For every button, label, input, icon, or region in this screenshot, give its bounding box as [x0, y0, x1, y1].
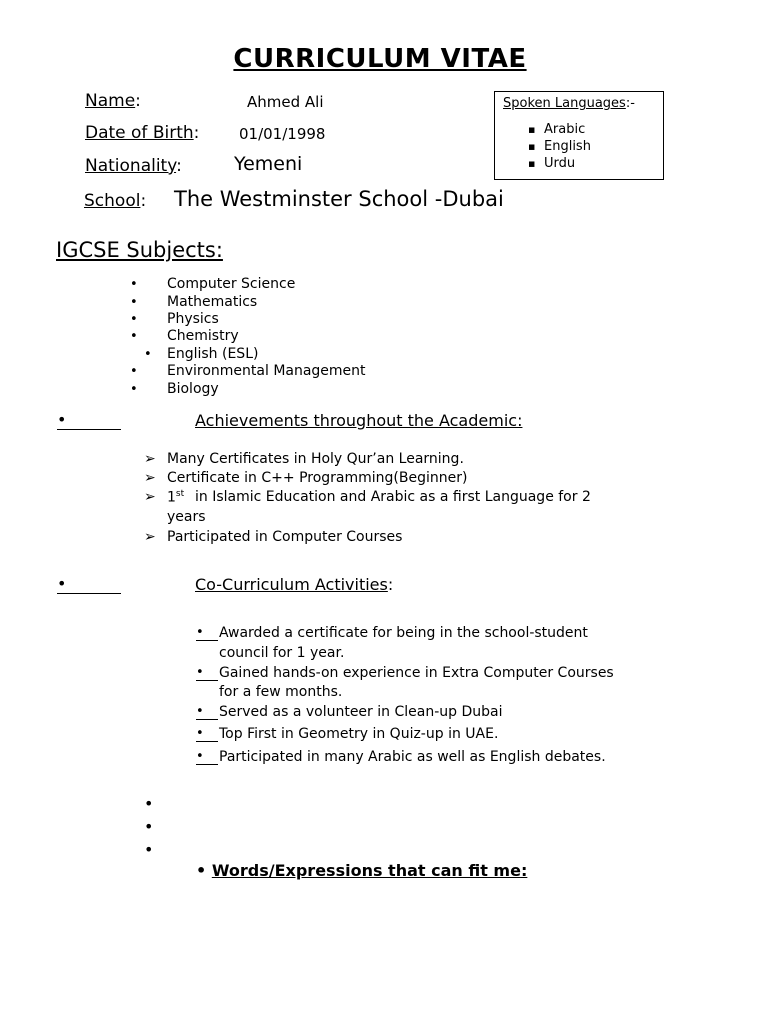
words-heading: Words/Expressions that can fit me — [211, 861, 521, 880]
subject-bullet: • — [144, 347, 152, 362]
ordinal-suffix: st — [175, 489, 185, 499]
subject-item: Computer Science — [167, 276, 296, 292]
subject-bullet: • — [130, 277, 138, 292]
subject-bullet: • — [130, 312, 138, 327]
subject-bullet: • — [130, 295, 138, 310]
subject-item: Biology — [167, 381, 219, 397]
activity-item: Gained hands-on experience in Extra Computer Courses — [219, 665, 614, 681]
achievements-heading: Achievements throughout the Academic: — [195, 411, 523, 430]
words-colon: : — [520, 861, 528, 880]
activity-item-continued: for a few months. — [219, 684, 343, 700]
activity-bullet: • — [196, 626, 218, 641]
nationality-colon: : — [176, 156, 182, 176]
arrow-bullet-icon: ➢ — [144, 489, 156, 505]
language-item: ▪ English — [528, 138, 591, 155]
achievement-item: Participated in Computer Courses — [167, 529, 403, 545]
school-label: School — [84, 191, 141, 211]
nationality-value: Yemeni — [234, 153, 303, 175]
activity-bullet: • — [196, 727, 218, 742]
empty-bullet: • — [144, 817, 154, 836]
arrow-bullet-icon: ➢ — [144, 529, 156, 545]
ordinal-number: 1 — [167, 489, 176, 506]
subject-item: Chemistry — [167, 328, 239, 344]
languages-box — [494, 91, 664, 180]
language-item: ▪ Arabic — [528, 121, 591, 138]
dob-colon: : — [193, 123, 200, 143]
arrow-bullet-icon: ➢ — [144, 451, 156, 467]
name-colon: : — [135, 91, 141, 111]
subject-item: English (ESL) — [167, 346, 259, 362]
subject-bullet: • — [130, 329, 138, 344]
name-label: Name — [85, 91, 136, 111]
co-curriculum-bullet: • — [57, 575, 121, 594]
empty-bullet: • — [144, 840, 154, 859]
achievement-item-continued: years — [167, 509, 206, 525]
languages-heading — [503, 96, 635, 111]
page-title: CURRICULUM VITAE — [233, 44, 527, 74]
words-heading-row — [196, 861, 527, 880]
languages-heading-label: Spoken Languages — [503, 96, 626, 111]
name-row — [85, 91, 141, 111]
name-value: Ahmed Ali — [247, 93, 324, 111]
activity-item: Participated in many Arabic as well as English debates. — [219, 749, 606, 765]
subject-bullet: • — [130, 364, 138, 379]
achievement-item: Many Certificates in Holy Qur’an Learning. — [167, 451, 464, 467]
co-curriculum-heading: Co-Curriculum Activities — [195, 575, 388, 594]
activity-bullet: • — [196, 666, 218, 681]
activity-item-continued: council for 1 year. — [219, 645, 345, 661]
languages-heading-suffix: :- — [625, 96, 635, 111]
dob-value: 01/01/1998 — [239, 125, 326, 143]
subject-bullet: • — [130, 382, 138, 397]
empty-bullet: • — [144, 794, 154, 813]
dob-label: Date of Birth — [85, 123, 194, 143]
achievement-item: Certificate in C++ Programming(Beginner) — [167, 470, 468, 486]
activity-bullet: • — [196, 750, 218, 765]
nationality-label: Nationality — [85, 156, 177, 176]
languages-list — [528, 121, 591, 172]
co-curriculum-colon: : — [387, 575, 394, 594]
nationality-row — [85, 156, 182, 176]
school-row — [84, 191, 146, 211]
subject-item: Environmental Management — [167, 363, 366, 379]
activity-item: Served as a volunteer in Clean-up Dubai — [219, 704, 503, 720]
arrow-bullet-icon: ➢ — [144, 470, 156, 486]
activity-item: Awarded a certificate for being in the school-student — [219, 625, 588, 641]
school-value: The Westminster School -Dubai — [174, 187, 504, 211]
igcse-heading: IGCSE Subjects: — [56, 238, 223, 262]
achievement-ordinal — [167, 489, 184, 506]
activity-bullet: • — [196, 705, 218, 720]
co-curriculum-heading-row — [195, 575, 393, 594]
achievements-bullet: • — [57, 411, 121, 430]
dob-row — [85, 123, 199, 143]
school-colon: : — [140, 191, 147, 211]
subject-item: Mathematics — [167, 294, 258, 310]
achievement-item: in Islamic Education and Arabic as a first Language for 2 — [195, 489, 591, 505]
subject-item: Physics — [167, 311, 219, 327]
activity-item: Top First in Geometry in Quiz-up in UAE. — [219, 726, 499, 742]
language-item: ▪ Urdu — [528, 155, 591, 172]
words-bullet: • — [196, 861, 207, 880]
